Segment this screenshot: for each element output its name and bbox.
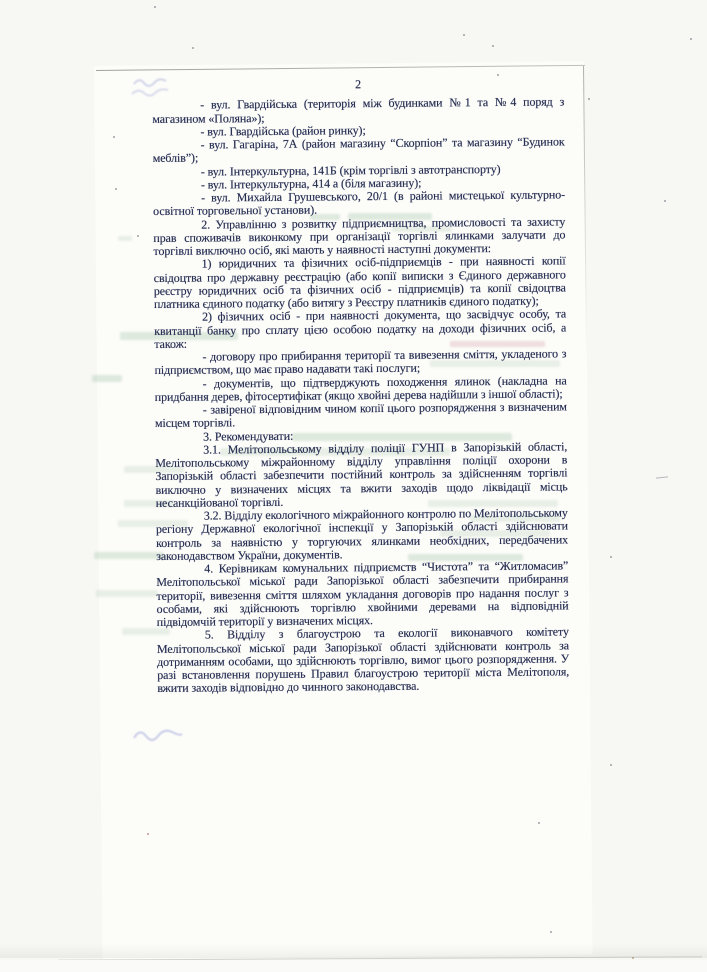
scan-speck <box>664 200 666 202</box>
scan-speck <box>588 98 590 100</box>
paragraph: 3.2. Відділу екологічного міжрайонного контролю по Мелітопольському регіону Державної екологічної інспекції у Запорізькій області здійснювати контроль за наявністю у торгуючих ялинками необхідних, передбачених законодавством України, документів. <box>155 505 569 563</box>
paragraph: - вул. Гвардійська (район ринку); <box>200 122 366 139</box>
scan-speck <box>113 136 115 138</box>
paragraph: - вул. Гагаріна, 7А (район магазину “Скорпіон” та магазину “Будинок меблів”); <box>152 134 565 166</box>
paragraph: 2. Управлінню з розвитку підприємництва, промисловості та захисту прав споживачів виконкому при організації торгівлі ялинками залучати до торгівлі виключно осіб, які мають у наявності наступні документи: <box>153 213 566 258</box>
paragraph: 3. Рекомендувати: <box>203 428 294 444</box>
scan-speck <box>690 38 692 40</box>
scan-speck <box>492 45 494 47</box>
paragraph: 4. Керівникам комунальних підприємств “Чистота” та “Житломасив” Мелітопольської міської ради Запорізької області забезпечити прибирання території, вивезення сміття шляхом укладання договорів про надання послуг з особами, які здійснюють торгівлю хвойними деревами на відповідній підвідомчій території у визначених місцях. <box>156 558 569 629</box>
scan-speck <box>154 6 156 8</box>
scan-speck <box>115 188 117 190</box>
paragraph: 3.1. Мелітопольському відділу поліції ГУНП в Запорізькій області, Мелітопольському міжрайонному відділу управління поліції охорони в Запорізькій області забезпечити постійний контроль за здійсненням торгівлі виключно у визначених місцях та вжити заходів щодо ліквідації місць несанкційованої торгівлі. <box>155 439 568 510</box>
scan-speck <box>538 822 540 824</box>
paragraph: - вул. Інтеркультурна, 414 а (біля магазину); <box>200 175 422 192</box>
paragraph: 5. Відділу з благоустрою та екології виконавчого комітету Мелітопольської міської ради Запорізької області здійснювати контроль за дотриманням особами, що здійснюють торгівлю, вимог цього розпорядження. У разі встановлення порушень Правил благоустрою території міста Мелітополя, вжити заходів відповідно до чинного законодавства. <box>156 624 570 696</box>
scan-speck <box>137 235 139 237</box>
paragraph: - документів, що підтверджують походження ялинок (накладна на придбання дерев, фітосертифікат (якщо хвойні дерева надійшли з іншої області); <box>154 372 567 404</box>
scanner-bed-strip <box>0 960 707 972</box>
scan-speck <box>632 957 634 959</box>
paragraph: - вул. Інтеркультурна, 141Б (крім торгівлі з автотранспорту) <box>200 161 501 179</box>
page-number: 2 <box>355 77 362 92</box>
document-text-block <box>152 76 569 695</box>
scan-speck <box>610 764 612 766</box>
document-body <box>152 96 569 696</box>
scan-speck <box>192 47 194 49</box>
scan-speck <box>147 833 149 835</box>
paragraph: 2) фізичних осіб - при наявності документа, що засвідчує особу, та квитанції банку про сплату цією особою податку на доходи фізичних осіб, а також: <box>154 306 567 351</box>
paragraph: 1) юридичних та фізичних осіб-підприємців - при наявності копії свідоцтва про державну реєстрацію (або копії виписки з Єдиного державного реєстру юридичних осіб та фізичних осіб - підприємців) та копії свідоцтва платника єдиного податку (або витягу з Реєстру платників єдиного податку); <box>153 253 566 311</box>
paragraph: - завіреної відповідним чином копії цього розпорядження з визначеним місцем торгівлі. <box>154 399 567 431</box>
scan-speck <box>610 556 612 558</box>
paragraph: - вул. Михайла Грушевського, 20/1 (в районі мистецької культурно-освітної торговельної установи). <box>153 187 566 219</box>
scan-speck <box>550 931 552 933</box>
pen-mark <box>656 476 668 478</box>
paragraph: - вул. Гвардійська (територія між будинками №1 та №4 поряд з магазином «Поляна»); <box>152 94 565 126</box>
scan-speck <box>497 74 499 76</box>
scan-speck <box>463 34 465 36</box>
paragraph: - договору про прибирання території та вивезення сміття, укладеного з підприємством, що має право надавати такі послуги; <box>154 346 567 378</box>
